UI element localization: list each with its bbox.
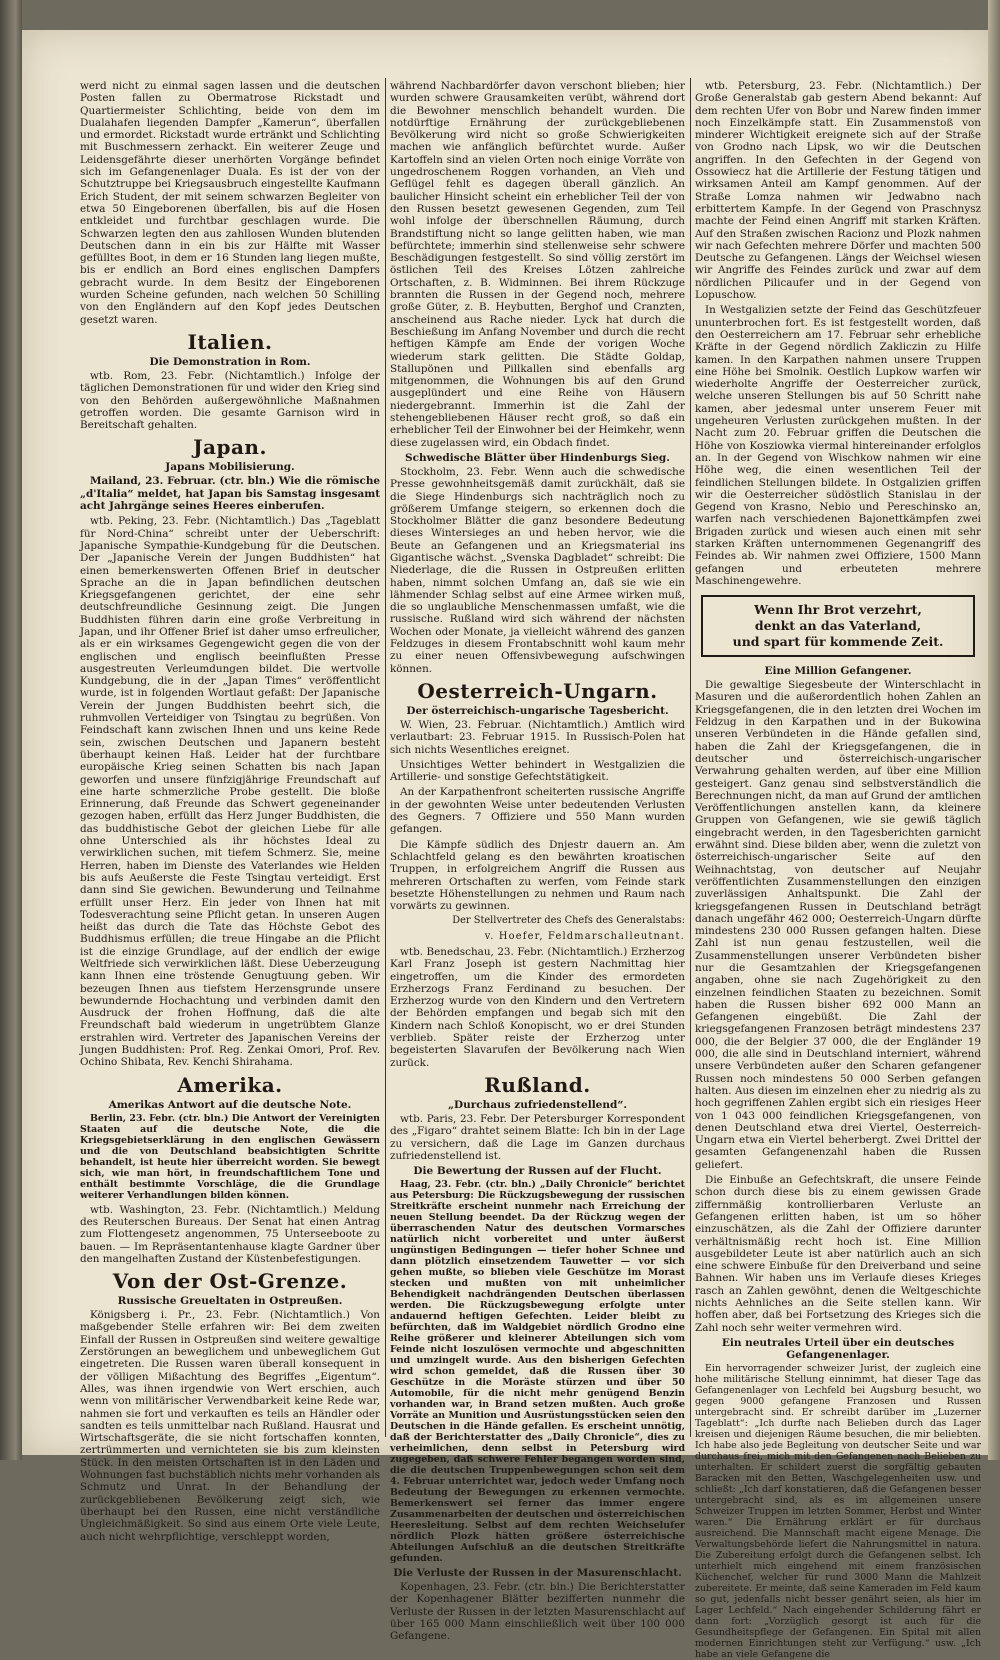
page-edge xyxy=(988,0,1000,1460)
article-subheading: Die Bewertung der Russen auf der Flucht. xyxy=(413,1165,662,1178)
article-paragraph: Mailand, 23. Februar. (ctr. bln.) Wie die römische „d'Italia“ meldet, hat Japan bis Samstag insgesamt acht Jahrgänge seines Heeres einberufen. xyxy=(80,475,380,513)
article-paragraph: Kopenhagen, 23. Febr. (ctr. bln.) Die Berichterstatter der Kopenhagener Blätter bezifferten nunmehr die Verluste der Russen in der letzten Masurenschlacht auf über 165 000 Mann einschließlich weit über 100 000 Gefangene. xyxy=(390,1581,685,1643)
bread-notice-box xyxy=(701,595,975,657)
section-heading-amerika: Amerika. xyxy=(177,1072,283,1097)
article-paragraph: Die gewaltige Siegesbeute der Winterschlacht in Masuren und die außerordentlich hohen Zahlen an Kriegsgefangenen, die in den letzten drei Wochen im Feldzug in den Karpathen und in der Bukowina unseren Verbündeten in die Hände gefallen sind, haben die Zahl der Kriegsgefangenen, die in deutscher und österreichisch-ungarischer Verwahrung gehalten werden, auf über eine Million gesteigert. Ganz genau sind selbstverständlich die Berechnungen nicht, da man auf Grund der amtlichen Veröffentlichungen anstellen kann, da kleinere Gruppen von Gefangenen, wie sie gewiß täglich eingebracht werden, in den Tagesberichten garnicht erwähnt sind. Diese bilden aber, wenn die zuletzt von österreichisch-ungarischer Seite auf den Weihnachtstag, von deutscher auf Neujahr veröffentlichten Zusammenstellungen den einzigen zuverlässigen Anhaltspunkt. Die Zahl der kriegsgefangenen Russen in Deutschland beträgt danach ungefähr 462 000; Oesterreich-Ungarn dürfte mindestens 230 000 Russen gefangen halten. Diese Zahl ist nun genau festzustellen, weil die Zusammenstellungen unserer Verbündeten bisher nur die Gesamtzahlen der Kriegsgefangenen angaben, ohne sie nach Zugehörigkeit zu den einzelnen feindlichen Staaten zu bezeichnen. Somit haben die Russen bisher 692 000 Mann an Gefangenen eingebüßt. Die Zahl der kriegsgefangenen Franzosen beträgt mindestens 237 000, die der Belgier 37 000, die der Engländer 19 000, die alle sind in Deutschland interniert, während unsere Verbündeten außer den Scharen gefangener Russen noch mindestens 50 000 Serben gefangen halten. Aus diesen im einzelnen eher zu niedrig als zu hoch gegriffenen Zahlen ergibt sich ein riesiges Heer von 1 043 000 feindlichen Kriegsgefangenen, von denen Deutschland etwa drei Viertel, Oesterreich-Ungarn etwa ein Viertel beherbergt. Zwei Drittel der gesamten Gefangenenzahl haben die Russen geliefert. xyxy=(695,679,981,1171)
article-subheading: Japans Mobilisierung. xyxy=(165,461,295,474)
article-paragraph: An der Karpathenfront scheiterten russische Angriffe in der gewohnten Weise unter bedeutenden Verlusten des Gegners. 7 Offiziere und 550 Mann wurden gefangen. xyxy=(390,786,685,836)
article-paragraph: wtb. Peking, 23. Febr. (Nichtamtlich.) Das „Tageblatt für Nord-China“ schreibt unter der Ueberschrift: Japanische Sympathie-Kundgebung für die Deutschen. Der „Japanische Verein der Jungen Buddhisten“ hat einen bemerkenswerten Offenen Brief in deutscher Sprache an die in Japan befindlichen deutschen Kriegsgefangenen gerichtet, der eine sehr deutschfreundliche Gesinnung zeigt. Die Jungen Buddhisten führen darin eine große Verbreitung in Japan, und ihr Offener Brief ist daher umso erfreulicher, als er ein wirksames Gegengewicht gegen die von der englischen und englisch beeinflußten Presse ausgestreuten Verleumdungen bildet. Die wertvolle Kundgebung, die in der „Japan Times“ veröffentlicht wurde, ist in folgenden Wortlaut gefaßt: Der Japanische Verein der Jungen Buddhisten beehrt sich, die ruhmvollen Verteidiger von Tsingtau zu begrüßen. Von Feindschaft kann zwischen Ihnen und uns keine Rede sein, zwischen Deutschen und Japanern besteht überhaupt keinen Haß. Leider hat der furchtbare europäische Krieg seinen Schatten bis nach Japan geworfen und unsere fünfzigjährige Freundschaft auf eine harte schmerzliche Probe gestellt. Die bloße Erinnerung, daß Freunde das Schwert gegeneinander gezogen haben, erfüllt das Herz Junger Buddhisten, die das buddhistische Gebot der gleichen Liebe für alle ohne Unterschied als ihr höchstes Ideal zu verwirklichen suchen, mit tiefem Schmerz. Sie, meine Herren, haben im Dienste des Vaterlandes wie Helden bis aufs Aeußerste die Feste Tsingtau verteidigt. Erst dann sind Sie gewichen. Bewunderung und Teilnahme erfüllt unser Herz. Ein jeder von Ihnen hat mit Todesverachtung seine Pflicht getan. In unseren Augen heißt das durch die Tate das Höchste Gebot des Buddhismus erfüllen; die treue Hingabe an die Pflicht ist die einzige Grundlage, auf der endlich der ewige Weltfriede sich verwirklichen läßt. Diese Ueberzeugung kann Ihnen eine tröstende Genugtuung geben. Wir bezeugen Ihnen aus tiefstem Herzensgrunde unsere bewundernde Hochachtung und verbinden damit den Ausdruck der frohen Hoffnung, daß die alte Freundschaft bald wiederum in ungetrübtem Glanze erstrahlen wird. Vertreter des Japanischen Vereins der Jungen Buddhisten: Prof. Reg. Zenkai Omori, Prof. Rev. Ochino Shibata, Rev. Kenchi Shirahama. xyxy=(80,515,380,1069)
column-left xyxy=(80,80,380,1543)
article-paragraph: Haag, 23. Febr. (ctr. bln.) „Daily Chronicle“ berichtet aus Petersburg: Die Rückzugsbewegung der russischen Streitkräfte erscheint nunmehr nach Erreichung der neuen Stellung beendet. Da der Rückzug wegen der überraschenden Natur des deutschen Vormarsches natürlich nicht vorbereitet und unter äußerst ungünstigen Bedingungen — tiefer hoher Schnee und dann plötzlich einsetzendem Tauwetter — vor sich gehen mußte, so blieben viele Geschütze im Morast stecken und mußten von mit unheimlicher Behendigkeit nachdrängenden Deutschen überlassen werden. Die Rückzugsbewegung erfolgte unter andauernd heftigen Gefechten. Leider bleibt zu befürchten, daß im Waldgebiet nördlich Grodno eine Reihe größerer und kleinerer Abteilungen sich vom Feinde nicht loszulösen vermochte und abgeschnitten und umzingelt wurde. Aus den bisherigen Gefechten wird schon gemeldet, daß die Russen über 30 Geschütze in die Moräste stürzen und über 50 Automobile, für die nicht mehr genügend Benzin vorhanden war, in Brand setzen mußten. Auch große Vorräte an Munition und Ausrüstungsstücken seien den Deutschen in die Hände gefallen. Es erscheint unnötig, daß der Berichterstatter des „Daily Chronicle“, dies zu verheimlichen, denn selbst in Petersburg wird zugegeben, daß schwere Fehler begangen worden sind, die die deutschen Truppenbewegungen schon seit dem 4. Februar unterrichtet war, jedoch weder Umfang noch Bedeutung der Bewegungen zu erkennen vermochte. Bemerkenswert sei ferner das immer engere Zusammenarbeiten der deutschen und österreichischen Heeresleitung. Selbst auf dem rechten Weichselufer nördlich Plozk hätten größere österreichische Abteilungen Aufschluß an die deutschen Streitkräfte gefunden. xyxy=(390,1179,685,1565)
article-subheading: Die Verluste der Russen in der Masurenschlacht. xyxy=(393,1567,682,1580)
article-paragraph: Unsichtiges Wetter behindert in Westgalizien die Artillerie- und sonstige Gefechtstätigkeit. xyxy=(390,758,685,784)
article-subheading: Schwedische Blätter über Hindenburgs Sieg. xyxy=(405,451,670,464)
column-rule xyxy=(690,78,691,1437)
article-subheading: „Durchaus zufriedenstellend“. xyxy=(447,1098,628,1111)
article-subheading: Eine Million Gefangener. xyxy=(764,665,912,678)
column-middle xyxy=(390,80,685,1643)
article-paragraph: wtb. Washington, 23. Febr. (Nichtamtlich.) Meldung des Reuterschen Bureaus. Der Senat hat einen Antrag zum Flottengesetz angenommen, 75 Unterseeboote zu bauen. — Im Repräsentantenhause klagte Gardner über den mangelhaften Zustand der Küstenbefestigungen. xyxy=(80,1203,380,1265)
notice-line: Wenn Ihr Brot verzehrt, xyxy=(754,602,922,618)
article-paragraph: wtb. Rom, 23. Febr. (Nichtamtlich.) Infolge der täglichen Demonstrationen für und wider den Krieg sind von den Behörden außergewöhnliche Maßnahmen getroffen worden. Die gesamte Garnison wird in Bereitschaft gehalten. xyxy=(80,369,380,432)
article-paragraph: Berlin, 23. Febr. (ctr. bln.) Die Antwort der Vereinigten Staaten auf die deutsche Note, die die Kriegsgebietserklärung in den englischen Gewässern und die von Deutschland beabsichtigten Schritte behandelt, ist heute hier überreicht worden. Sie bewegt sich, wie man hört, in freundschaftlichem Tone und enthält bestimmte Vorschläge, die die Grundlage weiterer Verhandlungen bilden können. xyxy=(80,1112,380,1201)
notice-line: und spart für kommende Zeit. xyxy=(732,634,944,650)
article-subheading: Ein neutrales Urteil über ein deutsches Gefangenenlager. xyxy=(721,1336,955,1361)
article-paragraph: wtb. Petersburg, 23. Febr. (Nichtamtlich.) Der Große Generalstab gab gestern Abend bekannt: Auf dem rechten Ufer von Bobr und Narew finden immer noch Einzelkämpfe statt. Ein Zusammenstoß von minderer Wichtigkeit ereignete sich auf der Straße von Grodno nach Lipsk, wo wir die Deutschen angriffen. In den Gefechten in der Gegend von Ossowiecz hat die Artillerie der Festung tätigen und wirksamen Anteil am Kampf genommen. Auf der Straße Lomza nahmen wir Jedwabno nach erbittertem Kampfe. In der Gegend von Praschnysz machte der Feind einen Angriff mit starken Kräften. Auf den Straßen zwischen Racionz und Plozk nahmen wir nach Gefechten mehrere Dörfer und machten 500 Deutsche zu Gefangenen. Längs der Weichsel wiesen wir Angriffe des Feindes zurück und zwar auf dem nördlichen Pilicaufer und in der Gegend von Lopuschow. xyxy=(695,80,981,302)
article-subheading: Der österreichisch-ungarische Tagesbericht. xyxy=(406,704,669,717)
signature-name: v. Hoefer, Feldmarschalleutnant. xyxy=(484,930,685,942)
newspaper-page xyxy=(22,30,988,1660)
article-subheading: Amerikas Antwort auf die deutsche Note. xyxy=(108,1098,352,1111)
article-paragraph: Die Kämpfe südlich des Dnjestr dauern an. Am Schlachtfeld gelang es den bewährten kroatischen Truppen, in erfolgreichem Angriff die Russen aus mehreren Ortschaften zu werfen, vom Feinde stark besetzte Höhenstellungen zu nehmen und Raum nach vorwärts zu gewinnen. xyxy=(390,838,685,913)
article-paragraph: In Westgalizien setzte der Feind das Geschützfeuer ununterbrochen fort. Es ist festgestellt worden, daß den Oesterreichern am 17. Februar sehr erhebliche Kräfte in der Gegend nördlich Zakliczin zu Hilfe kamen. In den Karpathen nahmen unsere Truppen eine Höhe bei Smolnik. Oestlich Lupkow warfen wir wiederholte Angriffe der Oesterreicher zurück, welche unseren Stellungen bis auf 50 Schritt nahe kamen, aber jedesmal unter unserem Feuer mit ungeheuren Verlusten zurückgehen mußten. In der Nacht zum 20. Februar griffen die Deutschen die Höhe von Kosziowka viermal hintereinander erfolglos an. In der Gegend von Wischkow nahmen wir eine Höhe weg, die einen wesentlichen Teil der feindlichen Stellungen bildete. In Ostgalizien griffen wir die Oesterreicher südöstlich Stanislau in der Gegend von Krasno, Nebio und Pereschinsko an, warfen nach verschiedenen Bajonettkämpfen zwei Brigaden zurück und wiesen auch einen mit sehr starken Kräften unternommenen Gegenangriff des Feindes ab. Wir nahmen zwei Offiziere, 1500 Mann gefangen und erbeuteten mehrere Maschinengewehre. xyxy=(695,304,981,587)
section-heading-oesterreich: Oesterreich-Ungarn. xyxy=(417,678,658,703)
section-heading-japan: Japan. xyxy=(193,435,267,460)
article-subheading: Die Demonstration in Rom. xyxy=(149,355,311,368)
article-paragraph: Königsberg i. Pr., 23. Febr. (Nichtamtlich.) Von maßgebender Stelle erfahren wir: Bei dem zweiten Einfall der Russen in Ostpreußen sind weitere gewaltige Zerstörungen an beweglichem und unbeweglichem Gut eingetreten. Die Russen waren überall konsequent in der völligen Mißachtung des Begriffes „Eigentum“. Alles, was ihnen irgendwie von Wert erschien, auch wenn von militärischer Verwendbarkeit keine Rede war, nahmen sie fort und verkauften es teils an Händler oder sandten es teils unmittelbar nach Rußland. Hausrat und Wirtschaftsgeräte, die sie nicht fortschaffen konnten, zertrümmerten und vernichteten sie bis zum kleinsten Stück. In den meisten Ortschaften ist in den Läden und Wohnungen fast buchstäblich nichts mehr vorhanden als Schmutz und Unrat. In der Behandlung der zurückgebliebenen Bevölkerung zeigt sich, wie überhaupt bei den Russen, eine nicht verständliche Ungleichmäßigkeit. So sind aus einem Orte viele Leute, auch nicht wehrpflichtige, verschleppt worden, xyxy=(80,1309,380,1543)
notice-line: denkt an das Vaterland, xyxy=(754,618,922,634)
article-continuation: während Nachbardörfer davon verschont blieben; hier wurden schwere Grausamkeiten verübt, während dort die Bewohner menschlich behandelt wurden. Die notdürftige Ernährung der zurückgebliebenen Bevölkerung wird nicht so große Schwierigkeiten machen wie anfänglich befürchtet wurde. Außer Kartoffeln sind an vielen Orten noch einige Vorräte von ungedroschenem Roggen vorhanden, an Vieh und Geflügel fehlt es dagegen überall gänzlich. An baulicher Hinsicht scheint ein erheblicher Teil der von den Russen besetzt gewesenen Gegenden, zum Teil wohl infolge der überschnellen Räumung, durch Brandstiftung nicht so lange gelitten haben, wie man befürchtete; immerhin sind stellenweise sehr schwere Beschädigungen festgestellt. So sind völlig zerstört im östlichen Teil des Kreises Lötzen zahlreiche Ortschaften, z. B. Widminnen. Bei ihrem Rückzuge brannten die Russen in der Gegend noch, mehrere große Güter, z. B. Heybutten, Berghof und Cranzten, anscheinend aus Rache nieder. Lyck hat durch die Beschießung im Anfang November und durch die recht heftigen Kämpfe am Ende der vorigen Woche wiederum stark gelitten. Die Städte Goldap, Stallupönen und Pillkallen sind ebenfalls arg mitgenommen, die Wohnungen bis auf den Grund ausgeplündert und eine Reihe von Häusern niedergebrannt. Immerhin ist die Zahl der stehengebliebenen Häuser recht groß, so daß ein erheblicher Teil der Einwohner bei der Heimkehr, wenn diese zugelassen wird, ein Obdach findet. xyxy=(390,80,685,449)
article-paragraph: Ein hervorragender schweizer Jurist, der zugleich eine hohe militärische Stellung einnimmt, hat dieser Tage das Gefangenenlager von Lechfeld bei Augsburg besucht, wo gegen 9000 gefangene Franzosen und Russen untergebracht sind. Er schreibt darüber im „Luzerner Tageblatt“: „Ich durfte nach Belieben durch das Lager kreisen und diejenigen Räume besuchen, die mir beliebten. Ich habe also jede Begleitung von deutscher Seite und war durchaus frei, mich mit den Gefangenen nach Belieben zu unterhalten. Er schildert zuerst die sorgfältig gebauten Baracken mit den Betten, Waschgelegenheiten usw. und schließt: „Ich darf konstatieren, daß die Gefangenen besser untergebracht sind, als es im allgemeinen unsere Schweizer Truppen im letzten Sommer, Herbst und Winter waren.“ Die Ernährung erklärt er für durchaus ausreichend. Die Mannschaft macht eigene Menage. Die Verwaltungsbehörde liefert die Nahrungsmittel in natura. Die Zubereitung erfolgt durch die Gefangenen selbst. Ich unterhielt mich eingehend mit einem französischen Küchenchef, welcher für rund 3000 Mann die Mahlzeit zubereitete. Er meinte, daß seine Kameraden im Feld kaum so gut, jedenfalls nicht besser genährt seien, als hier im Lager Lechfeld.“ Nach eingehender Schilderung fährt er dann fort: „Vorzüglich gesorgt ist auch für die Gesundheitspflege der Gefangenen. Ein Spital mit allen modernen Einrichtungen steht zur Verfügung.“ usw. „Ich habe an viele Gefangene die xyxy=(695,1362,981,1660)
article-paragraph: Stockholm, 23. Febr. Wenn auch die schwedische Presse gewohnheitsgemäß damit zurückhält, daß sie die Siege Hindenburgs sich nachträglich noch zu größerem Umfange steigern, so erkennen doch die Stockholmer Blätter die ganz besondere Bedeutung dieses Wintersieges an und heben hervor, wie die Beute an Gefangenen und an Kriegsmaterial ins Gigantische wächst. „Svenska Dagbladet“ schreibt: Die Niederlage, die die Russen in Ostpreußen erlitten haben, nimmt solchen Umfang an, daß sie wie ein lähmender Schlag selbst auf eine Armee wirken muß, die so unglaubliche Menschenmassen umfaßt, wie die russische. Rußland wird sich während der nächsten Wochen oder Monate, ja vielleicht während des ganzen Feldzuges in diesem Frontabschnitt wohl kaum mehr zu einer neuen Offensivbewegung aufschwingen können. xyxy=(390,465,685,675)
section-heading-russland: Rußland. xyxy=(484,1072,591,1097)
column-rule xyxy=(385,78,386,1437)
section-heading-italien: Italien. xyxy=(187,329,273,354)
article-paragraph: Die Einbuße an Gefechtskraft, die unsere Feinde schon durch diese bis zu einem gewissen Grade ziffernmäßig kontrollierbaren Verluste an Gefangenen erlitten haben, ist um so höher einzuschätzen, als die Zahl der Offiziere darunter verhältnismäßig recht hoch ist. Eine Million ausgebildeter Leute ist aber natürlich auch an sich eine schwere Einbuße für den Dreiverband und seine Bahnen. Wir haben uns im Verlaufe dieses Krieges rasch an Zahlen gewöhnt, denen die Weltgeschichte nichts Aehnliches an die Seite stellen kann. Wir hoffen aber, daß bei Fortsetzung des Krieges sich die Zahl noch sehr weiter vermehren wird. xyxy=(695,1174,981,1334)
article-subheading: Russische Greueltaten in Ostpreußen. xyxy=(117,1295,343,1308)
signature-line: Der Stellvertreter des Chefs des Generalstabs: xyxy=(452,915,685,927)
article-paragraph: W. Wien, 23. Februar. (Nichtamtlich.) Amtlich wird verlautbart: 23. Februar 1915. In Russisch-Polen hat sich nichts Wesentliches ereignet. xyxy=(390,718,685,756)
column-right xyxy=(695,80,981,1660)
article-continuation: werd nicht zu einmal sagen lassen und die deutschen Posten fallen zu Obermatrose Rickstadt und Quartiermeister Schlichting, beide von dem im Dualahafen liegenden Dampfer „Kamerun“, überfallen und ermordet. Rickstadt wurde ertränkt und Schlichting mit Buschmessern zerhackt. Ein weiterer Zeuge und Leidensgefährte dieser unerhörten Vorgänge befindet sich im Gefangenenlager Duala. Es ist der von der Schutztruppe bei Kriegsausbruch eingestellte Kaufmann Erich Student, der mit seinem schwarzen Begleiter von etwa 50 Eingeborenen überfallen, bis auf die Hosen entkleidet und furchtbar geschlagen wurde. Die Schwarzen legten den aus zahllosen Wunden blutenden Deutschen dann in ein bis zur Hälfte mit Wasser gefülltes Boot, in dem er 16 Stunden lang liegen mußte, bis er endlich an Bord eines englischen Dampfers gebracht wurde. In dem Besitz der Eingeborenen wurden Scheine gefunden, nach welchen 50 Schilling von den Engländern auf den Kopf jedes Deutschen gesetzt waren. xyxy=(80,80,380,326)
book-spine xyxy=(0,0,22,1460)
section-heading-ostgrenze: Von der Ost-Grenze. xyxy=(112,1269,348,1294)
article-paragraph: wtb. Paris, 23. Febr. Der Petersburger Korrespondent des „Figaro“ drahtet seinem Blatte: Ich bin in der Lage zu versichern, daß die Lage im Ganzen durchaus zufriedenstellend ist. xyxy=(390,1112,685,1162)
article-paragraph: wtb. Benedschau, 23. Febr. (Nichtamtlich.) Erzherzog Karl Franz Joseph ist gestern Nachmittag hier eingetroffen, um die Kinder des ermordeten Erzherzogs Franz Ferdinand zu besuchen. Der Erzherzog wurde von den Kindern und den Vertretern der Behörden empfangen und begab sich mit den Kindern nach Schloß Konopischt, wo er drei Stunden verblieb. Später reiste der Erzherzog unter begeisterten Slavarufen der Bevölkerung nach Wien zurück. xyxy=(390,946,685,1069)
